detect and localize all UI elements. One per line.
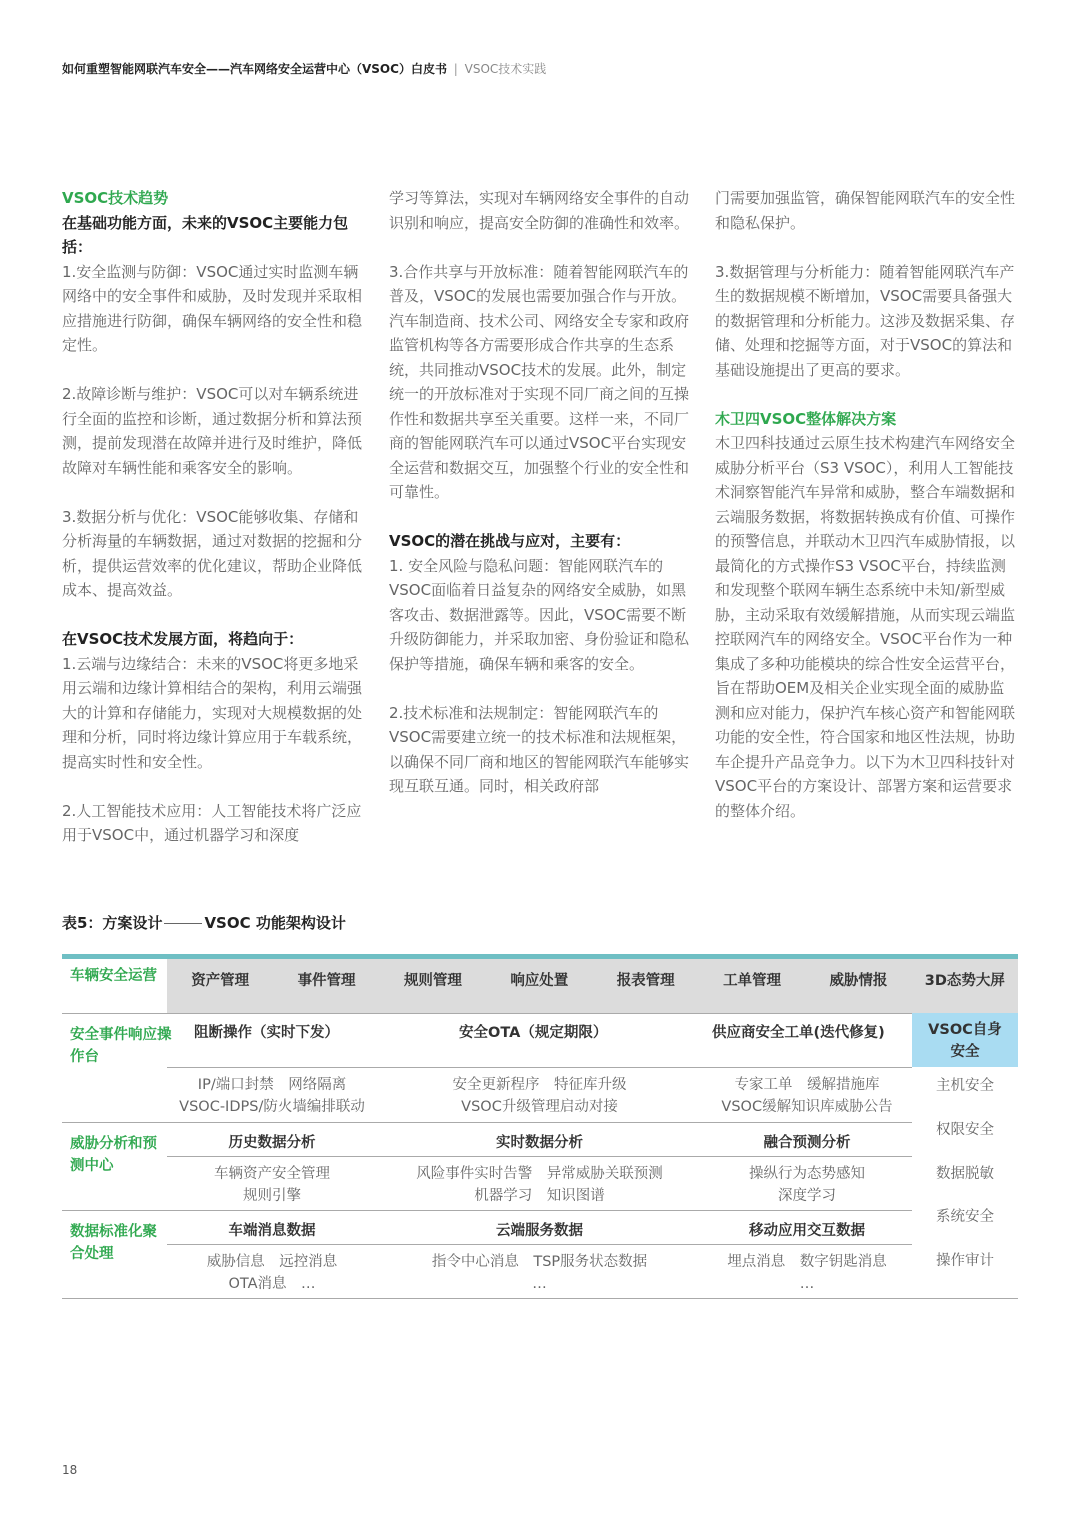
detail-line: 规则引擎	[243, 1188, 301, 1204]
text-column-1	[62, 186, 362, 848]
section-heading: 木卫四VSOC整体解决方案	[715, 409, 897, 428]
group-detail	[702, 1251, 912, 1295]
table-caption-prefix: 表5：方案设计	[62, 914, 163, 932]
row-label: 数据标准化聚合处理	[70, 1224, 157, 1262]
detail-line: IP/端口封禁 网络隔离	[197, 1077, 347, 1093]
detail-line: 安全更新程序 特征库升级	[452, 1077, 627, 1093]
caption-dash	[164, 923, 202, 924]
architecture-table	[62, 954, 1018, 1300]
group-detail	[167, 1074, 377, 1118]
paragraph: 3.合作共享与开放标准：随着智能网联汽车的普及，VSOC的发展也需要加强合作与开放。汽车制造商、技术公司、网络安全专家和政府监管机构等各方需要形成合作共享的生态系统，共同推动VSOC技术的发展。此外，制定统一的开放标准对于实现不同厂商之间的互操作性和数据共享至关重要。这样一来，不同厂商的智能网联汽车可以通过VSOC平台实现安全运营和数据交互，加强整个行业的安全性和可靠性。	[389, 262, 690, 501]
self-security-item: 系统安全	[936, 1209, 994, 1225]
detail-line: …	[532, 1276, 547, 1292]
group-detail	[167, 1251, 377, 1295]
detail-line: VSOC升级管理启动对接	[461, 1099, 618, 1115]
row-vehicle-security-ops	[62, 959, 1018, 1014]
detail-line: VSOC-IDPS/防火墙编排联动	[179, 1099, 365, 1115]
paragraph: 学习等算法，实现对车辆网络安全事件的自动识别和响应，提高安全防御的准确性和效率。	[389, 189, 690, 232]
group-title: 历史数据分析	[228, 1135, 316, 1151]
paragraph: 2.技术标准和法规制定：智能网联汽车的VSOC需要建立统一的技术标准和法规框架，以确保不同厂商和地区的智能网联汽车能够实现互联互通。同时，相关政府部	[389, 703, 690, 795]
paragraph: 1.安全监测与防御：VSOC通过实时监测车辆网络中的安全事件和威胁，及时发现并采取相应措施进行防御，确保车辆网络的安全性和稳定性。	[62, 262, 363, 354]
module-report-mgmt: 报表管理	[616, 973, 675, 989]
self-security-item: 操作审计	[936, 1253, 994, 1269]
divider	[167, 1156, 912, 1157]
detail-line: 威胁信息 远控消息	[206, 1254, 338, 1270]
group-detail	[387, 1163, 692, 1207]
group-title: 云端服务数据	[496, 1223, 583, 1239]
group-title: 安全OTA（规定期限）	[459, 1025, 608, 1041]
table-caption-suffix: VSOC 功能架构设计	[204, 914, 346, 932]
module-3d-dashboard: 3D态势大屏	[924, 973, 1005, 989]
module-asset-mgmt: 资产管理	[191, 973, 250, 989]
paragraph: 门需要加强监管，确保智能网联汽车的安全性和隐私保护。	[715, 189, 1016, 232]
subheading: 在基础功能方面，未来的VSOC主要能力包括：	[62, 213, 349, 256]
row-label: 安全事件响应操作台	[70, 1027, 172, 1065]
detail-line: …	[799, 1276, 815, 1292]
section-name: VSOC技术实践	[464, 62, 547, 76]
row-label: 威胁分析和预测中心	[70, 1136, 157, 1174]
paragraph: 2.故障诊断与维护：VSOC可以对车辆系统进行全面的监控和诊断，通过数据分析和算法预测，提前发现潜在故障并进行及时维护，降低故障对车辆性能和乘客安全的影响。	[62, 385, 363, 477]
module-ticket-mgmt: 工单管理	[723, 973, 782, 989]
self-security-item: 权限安全	[936, 1122, 994, 1138]
row-label: 车辆安全运营	[70, 968, 157, 984]
module-cells	[167, 959, 1018, 1013]
paragraph: 3.数据管理与分析能力：随着智能网联汽车产生的数据规模不断增加，VSOC需要具备强大的数据管理和分析能力。这涉及数据采集、存储、处理和挖掘等方面，对于VSOC的算法和基础设施提出了更高的要求。	[715, 262, 1016, 379]
detail-line: 指令中心消息 TSP服务状态数据	[431, 1254, 648, 1270]
group-title: 车端消息数据	[228, 1223, 316, 1239]
divider	[62, 1210, 912, 1211]
group-title: 实时数据分析	[496, 1135, 583, 1151]
document-title: 如何重塑智能网联汽车安全——汽车网络安全运营中心（VSOC）白皮书	[62, 62, 447, 76]
detail-line: OTA消息 …	[228, 1276, 316, 1292]
divider	[167, 1244, 912, 1245]
detail-line: 车辆资产安全管理	[214, 1166, 330, 1182]
detail-line: 专家工单 缓解措施库	[734, 1077, 880, 1093]
self-security-header	[912, 1013, 1018, 1067]
group-title: 供应商安全工单(迭代修复)	[712, 1025, 885, 1041]
detail-line: 深度学习	[778, 1188, 836, 1204]
group-detail	[702, 1074, 912, 1118]
self-security-title: VSOC自身安全	[928, 1022, 1002, 1060]
group-title: 移动应用交互数据	[749, 1223, 865, 1239]
text-column-3	[715, 186, 1015, 823]
group-title: 阻断操作（实时下发）	[194, 1025, 339, 1041]
divider	[167, 1067, 912, 1068]
subheading: VSOC的潜在挑战与应对，主要有：	[389, 532, 631, 550]
group-detail	[387, 1251, 692, 1295]
self-security-item: 主机安全	[936, 1078, 994, 1094]
detail-line: 埋点消息 数字钥匙消息	[727, 1254, 887, 1270]
group-detail	[167, 1163, 377, 1207]
self-security-item: 数据脱敏	[936, 1166, 994, 1182]
page-number: 18	[62, 1463, 78, 1477]
paragraph: 1. 安全风险与隐私问题：智能网联汽车的VSOC面临着日益复杂的网络安全威胁，如黑客攻击、数据泄露等。因此，VSOC需要不断升级防御能力，并采取加密、身份验证和隐私保护等措施，确保车辆和乘客的安全。	[389, 556, 690, 673]
paragraph: 2.人工智能技术应用：人工智能技术将广泛应用于VSOC中，通过机器学习和深度	[62, 801, 362, 844]
header-separator: |	[453, 62, 458, 76]
module-response: 响应处置	[510, 973, 569, 989]
module-event-mgmt: 事件管理	[297, 973, 356, 989]
detail-line: 风险事件实时告警 异常威胁关联预测	[416, 1166, 663, 1182]
table-caption	[62, 912, 346, 933]
section-heading: VSOC技术趋势	[62, 189, 169, 207]
paragraph: 3.数据分析与优化：VSOC能够收集、存储和分析海量的车辆数据，通过对数据的挖掘和分析，提供运营效率的优化建议，帮助企业降低成本、提高效益。	[62, 507, 363, 599]
module-rule-mgmt: 规则管理	[403, 973, 462, 989]
paragraph: 木卫四科技通过云原生技术构建汽车网络安全威胁分析平台（S3 VSOC），利用人工智能技术洞察智能汽车异常和威胁，整合车端数据和云端服务数据，将数据转换成有价值、可操作的预警信息，并联动木卫四汽车威胁情报，以最简化的方式操作S3 VSOC平台，持续监测和发现整个联网车辆生态系统中未知/新型威胁，主动采取有效缓解措施，从而实现云端监控联网汽车的网络安全。VSOC平台作为一种集成了多种功能模块的综合性安全运营平台，旨在帮助OEM及相关企业实现全面的威胁监测和应对能力，保护汽车核心资产和智能网联功能的安全性，符合国家和地区性法规，协助车企提升产品竞争力。以下为木卫四科技针对VSOC平台的方案设计、部署方案和运营要求的整体介绍。	[715, 434, 1016, 820]
subheading: 在VSOC技术发展方面，将趋向于：	[62, 630, 304, 648]
detail-line: VSOC缓解知识库威胁公告	[721, 1099, 893, 1115]
table-bottom-border	[62, 1298, 1018, 1299]
running-header	[62, 60, 546, 77]
group-detail	[702, 1163, 912, 1207]
module-threat-intel: 威胁情报	[829, 973, 888, 989]
divider	[62, 1122, 912, 1123]
detail-line: 机器学习 知识图谱	[474, 1188, 605, 1204]
paragraph: 1.云端与边缘结合：未来的VSOC将更多地采用云端和边缘计算相结合的架构，利用云端强大的计算和存储能力，实现对大规模数据的处理和分析，同时将边缘计算应用于车载系统，提高实时性和安全性。	[62, 654, 363, 771]
text-column-2	[389, 186, 689, 799]
group-detail	[432, 1074, 647, 1118]
group-title: 融合预测分析	[763, 1135, 851, 1151]
detail-line: 操纵行为态势感知	[749, 1166, 865, 1182]
